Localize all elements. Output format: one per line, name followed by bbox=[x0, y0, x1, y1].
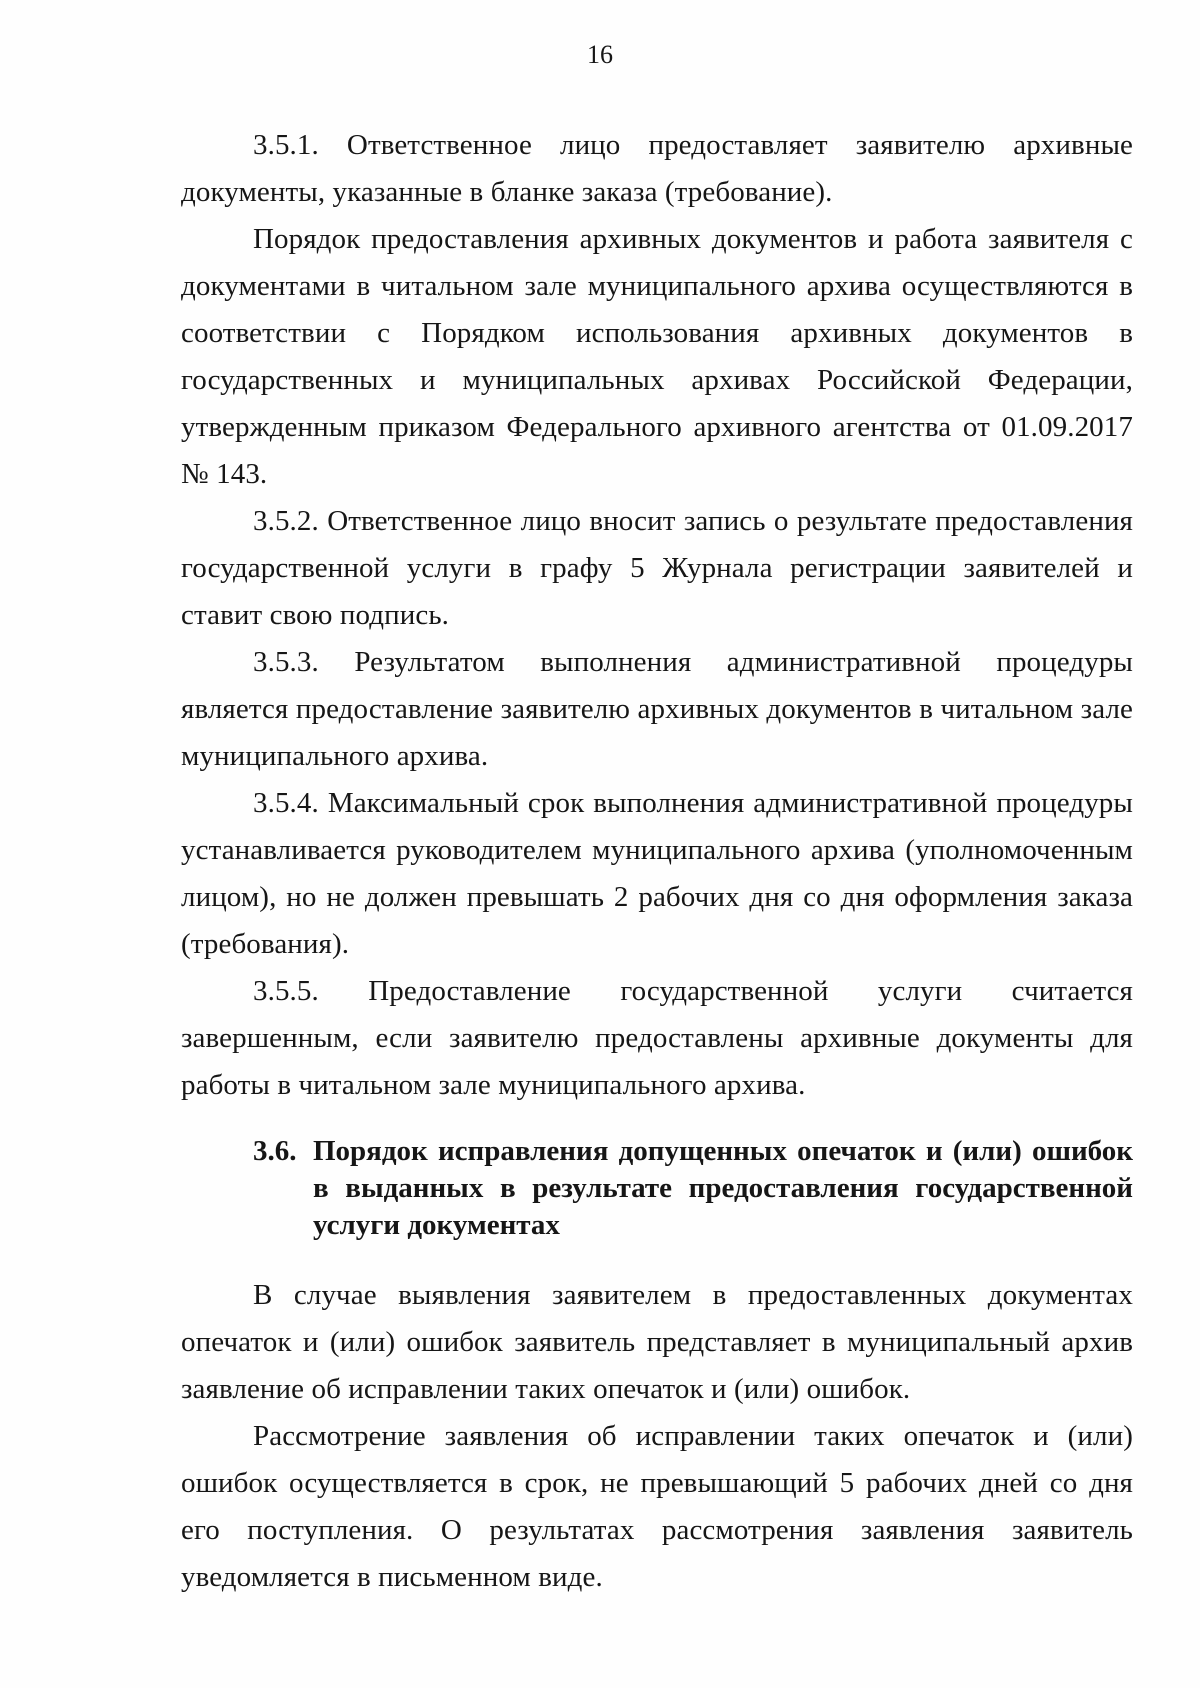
page-number: 16 bbox=[587, 40, 613, 69]
paragraph-errors-review: Рассмотрение заявления об исправлении таких опечаток и (или) ошибок осуществляется в срок, не превышающий 5 рабочих дней со дня его поступления. О результатах рассмотрения заявления заявитель уведомляется в письменном виде. bbox=[181, 1420, 1133, 1593]
document-body bbox=[181, 122, 1133, 1601]
paragraph-errors-detection: В случае выявления заявителем в предоставленных документах опечаток и (или) ошибок заявитель представляет в муниципальный архив заявление об исправлении таких опечаток и (или) ошибок. bbox=[181, 1279, 1133, 1405]
paragraph-3-5-4: 3.5.4. Максимальный срок выполнения административной процедуры устанавливается руководителем муниципального архива (уполномоченным лицом), но не должен превышать 2 рабочих дня со дня оформления заказа (требования). bbox=[181, 787, 1133, 960]
paragraph-3-5-1: 3.5.1. Ответственное лицо предоставляет заявителю архивные документы, указанные в бланке заказа (требование). bbox=[181, 129, 1133, 208]
paragraph-3-5-3: 3.5.3. Результатом выполнения административной процедуры является предоставление заявителю архивных документов в читальном зале муниципального архива. bbox=[181, 646, 1133, 772]
paragraph-3-5-5: 3.5.5. Предоставление государственной услуги считается завершенным, если заявителю предоставлены архивные документы для работы в читальном зале муниципального архива. bbox=[181, 975, 1133, 1101]
section-heading-text: Порядок исправления допущенных опечаток и (или) ошибок в выданных в результате предоставления государственной услуги документах bbox=[313, 1135, 1133, 1241]
section-heading bbox=[181, 1133, 1133, 1244]
paragraph-3-5-2: 3.5.2. Ответственное лицо вносит запись о результате предоставления государственной услуги в графу 5 Журнала регистрации заявителей и ставит свою подпись. bbox=[181, 505, 1133, 631]
paragraph-order-of-provision: Порядок предоставления архивных документов и работа заявителя с документами в читальном зале муниципального архива осуществляются в соответствии с Порядком использования архивных документов в государственных и муниципальных архивах Российской Федерации, утвержденным приказом Федерального архивного агентства от 01.09.2017 № 143. bbox=[181, 223, 1133, 490]
section-heading-number: 3.6. bbox=[253, 1135, 297, 1167]
